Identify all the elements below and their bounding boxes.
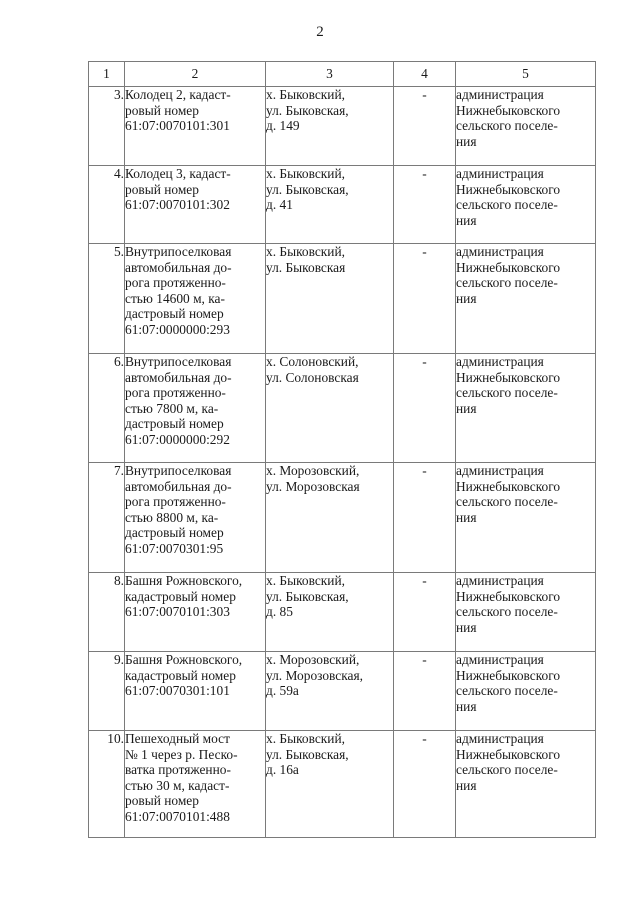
object-address-line: ул. Солоновская bbox=[266, 369, 359, 385]
object-name-line: стью 8800 м, ка- bbox=[125, 509, 219, 525]
object-address-line: ул. Быковская, bbox=[266, 102, 349, 118]
object-name-line: рога протяженно- bbox=[125, 275, 226, 291]
col4-value-text: - bbox=[422, 244, 427, 259]
object-address-line: ул. Быковская bbox=[266, 259, 346, 275]
table-row bbox=[89, 463, 596, 573]
col4-value bbox=[394, 731, 456, 838]
object-name-line: ватка протяженно- bbox=[125, 762, 231, 778]
object-owner-line: ния bbox=[456, 290, 477, 306]
row-number bbox=[89, 166, 125, 244]
row-number-text: 6. bbox=[113, 354, 124, 369]
object-address-line: х. Солоновский, bbox=[266, 354, 359, 369]
object-address bbox=[266, 731, 394, 838]
object-owner-line: ния bbox=[456, 212, 477, 228]
col4-value-text: - bbox=[422, 87, 427, 102]
object-owner-line: Нижнебыковского bbox=[456, 478, 561, 494]
header-cell-3: 3 bbox=[266, 62, 394, 87]
object-address-line: ул. Морозовская, bbox=[266, 667, 363, 683]
object-address bbox=[266, 244, 394, 354]
table-row bbox=[89, 244, 596, 354]
col4-value-text: - bbox=[422, 731, 427, 746]
object-owner-line: ния bbox=[456, 619, 477, 635]
table-body bbox=[89, 87, 596, 838]
object-address bbox=[266, 166, 394, 244]
header-cell-2: 2 bbox=[125, 62, 266, 87]
table-row bbox=[89, 87, 596, 166]
table-row bbox=[89, 166, 596, 244]
object-owner-line: Нижнебыковского bbox=[456, 746, 561, 762]
object-name-line: 61:07:0070101:302 bbox=[125, 197, 230, 213]
object-address-line: ул. Быковская, bbox=[266, 181, 349, 197]
object-owner-line: Нижнебыковского bbox=[456, 369, 561, 385]
object-name-line: рога протяженно- bbox=[125, 494, 226, 510]
object-name-line: Башня Рожновского, bbox=[125, 652, 243, 667]
col4-value bbox=[394, 573, 456, 652]
object-owner-line: Нижнебыковского bbox=[456, 667, 561, 683]
object-name-line: 61:07:0070301:101 bbox=[125, 683, 230, 699]
object-owner-line: сельского поселе- bbox=[456, 494, 558, 510]
object-name bbox=[125, 573, 266, 652]
row-number-text: 10. bbox=[107, 731, 124, 746]
object-address bbox=[266, 87, 394, 166]
object-owner-line: сельского поселе- bbox=[456, 385, 558, 401]
col4-value bbox=[394, 87, 456, 166]
object-owner-line: ния bbox=[456, 509, 477, 525]
object-name bbox=[125, 354, 266, 463]
object-address-line: д. 149 bbox=[266, 118, 300, 134]
row-number-text: 9. bbox=[113, 652, 124, 667]
object-name bbox=[125, 652, 266, 731]
object-name-line: стью 7800 м, ка- bbox=[125, 400, 219, 416]
object-name-line: автомобильная до- bbox=[125, 369, 232, 385]
object-owner bbox=[456, 244, 596, 354]
object-owner-line: администрация bbox=[456, 652, 544, 667]
object-owner-line: сельского поселе- bbox=[456, 683, 558, 699]
object-address-line: д. 16а bbox=[266, 762, 299, 778]
object-name-line: ровый номер bbox=[125, 181, 199, 197]
object-name-line: стью 30 м, кадаст- bbox=[125, 777, 230, 793]
object-owner-line: сельского поселе- bbox=[456, 118, 558, 134]
object-owner-line: администрация bbox=[456, 244, 544, 259]
col4-value bbox=[394, 463, 456, 573]
row-number bbox=[89, 463, 125, 573]
object-name bbox=[125, 731, 266, 838]
object-owner-line: ния bbox=[456, 698, 477, 714]
object-name-line: 61:07:0070301:95 bbox=[125, 540, 224, 556]
object-owner-line: ния bbox=[456, 400, 477, 416]
object-name-line: кадастровый номер bbox=[125, 667, 236, 683]
object-address-line: х. Морозовский, bbox=[266, 652, 360, 667]
object-address-line: х. Быковский, bbox=[266, 87, 345, 102]
object-address-line: д. 85 bbox=[266, 604, 293, 620]
object-name-line: № 1 через р. Песко- bbox=[125, 746, 238, 762]
object-address bbox=[266, 652, 394, 731]
object-name-line: 61:07:0070101:488 bbox=[125, 808, 230, 824]
object-owner-line: Нижнебыковского bbox=[456, 181, 561, 197]
object-owner bbox=[456, 573, 596, 652]
object-name bbox=[125, 463, 266, 573]
object-name-line: рога протяженно- bbox=[125, 385, 226, 401]
object-owner-line: сельского поселе- bbox=[456, 197, 558, 213]
row-number-text: 3. bbox=[113, 87, 124, 102]
object-owner-line: администрация bbox=[456, 731, 544, 746]
row-number bbox=[89, 731, 125, 838]
table-row bbox=[89, 652, 596, 731]
object-address-line: ул. Быковская, bbox=[266, 746, 349, 762]
row-number bbox=[89, 244, 125, 354]
object-owner-line: администрация bbox=[456, 87, 544, 102]
object-name-line: дастровый номер bbox=[125, 306, 224, 322]
object-owner-line: администрация bbox=[456, 573, 544, 588]
row-number bbox=[89, 354, 125, 463]
header-cell-5: 5 bbox=[456, 62, 596, 87]
row-number-text: 8. bbox=[113, 573, 124, 588]
col4-value-text: - bbox=[422, 354, 427, 369]
row-number bbox=[89, 652, 125, 731]
object-owner-line: ния bbox=[456, 133, 477, 149]
object-owner-line: Нижнебыковского bbox=[456, 588, 561, 604]
object-name-line: автомобильная до- bbox=[125, 478, 232, 494]
object-address-line: ул. Морозовская bbox=[266, 478, 360, 494]
object-address-line: х. Быковский, bbox=[266, 573, 345, 588]
object-owner-line: администрация bbox=[456, 166, 544, 181]
object-owner bbox=[456, 731, 596, 838]
object-name-line: Внутрипоселковая bbox=[125, 244, 232, 259]
col4-value-text: - bbox=[422, 573, 427, 588]
header-cell-4: 4 bbox=[394, 62, 456, 87]
object-address-line: д. 59а bbox=[266, 683, 299, 699]
row-number bbox=[89, 573, 125, 652]
object-owner-line: ния bbox=[456, 777, 477, 793]
col4-value bbox=[394, 652, 456, 731]
object-owner-line: администрация bbox=[456, 354, 544, 369]
object-owner-line: сельского поселе- bbox=[456, 275, 558, 291]
object-name-line: 61:07:0070101:303 bbox=[125, 604, 230, 620]
row-number bbox=[89, 87, 125, 166]
table-row bbox=[89, 731, 596, 838]
col4-value bbox=[394, 166, 456, 244]
object-address bbox=[266, 354, 394, 463]
col4-value bbox=[394, 354, 456, 463]
object-name bbox=[125, 87, 266, 166]
row-number-text: 5. bbox=[113, 244, 124, 259]
table-row bbox=[89, 354, 596, 463]
object-owner-line: Нижнебыковского bbox=[456, 259, 561, 275]
object-name-line: Башня Рожновского, bbox=[125, 573, 243, 588]
object-name-line: 61:07:0000000:293 bbox=[125, 321, 230, 337]
object-name-line: ровый номер bbox=[125, 102, 199, 118]
object-address bbox=[266, 573, 394, 652]
object-address-line: х. Быковский, bbox=[266, 731, 345, 746]
property-table bbox=[88, 61, 596, 838]
object-owner bbox=[456, 354, 596, 463]
object-address-line: д. 41 bbox=[266, 197, 293, 213]
object-address bbox=[266, 463, 394, 573]
object-name-line: ровый номер bbox=[125, 793, 199, 809]
table-header-row bbox=[89, 62, 596, 87]
object-owner bbox=[456, 87, 596, 166]
object-name-line: Внутрипоселковая bbox=[125, 463, 232, 478]
row-number-text: 7. bbox=[113, 463, 124, 478]
row-number-text: 4. bbox=[113, 166, 124, 181]
object-name-line: Внутрипоселковая bbox=[125, 354, 232, 369]
object-name-line: Колодец 2, кадаст- bbox=[125, 87, 231, 102]
table-row bbox=[89, 573, 596, 652]
object-name-line: Пешеходный мост bbox=[125, 731, 230, 746]
object-address-line: х. Быковский, bbox=[266, 166, 345, 181]
col4-value-text: - bbox=[422, 463, 427, 478]
object-owner bbox=[456, 652, 596, 731]
object-owner-line: администрация bbox=[456, 463, 544, 478]
col4-value-text: - bbox=[422, 166, 427, 181]
object-name-line: дастровый номер bbox=[125, 416, 224, 432]
object-name bbox=[125, 166, 266, 244]
object-name-line: 61:07:0070101:301 bbox=[125, 118, 230, 134]
object-owner-line: сельского поселе- bbox=[456, 762, 558, 778]
object-address-line: х. Быковский, bbox=[266, 244, 345, 259]
object-name bbox=[125, 244, 266, 354]
col4-value bbox=[394, 244, 456, 354]
object-name-line: кадастровый номер bbox=[125, 588, 236, 604]
object-owner-line: Нижнебыковского bbox=[456, 102, 561, 118]
object-name-line: 61:07:0000000:292 bbox=[125, 431, 230, 447]
col4-value-text: - bbox=[422, 652, 427, 667]
object-address-line: х. Морозовский, bbox=[266, 463, 360, 478]
object-name-line: дастровый номер bbox=[125, 525, 224, 541]
object-name-line: Колодец 3, кадаст- bbox=[125, 166, 231, 181]
object-address-line: ул. Быковская, bbox=[266, 588, 349, 604]
object-owner-line: сельского поселе- bbox=[456, 604, 558, 620]
header-cell-1: 1 bbox=[89, 62, 125, 87]
object-owner bbox=[456, 463, 596, 573]
object-name-line: автомобильная до- bbox=[125, 259, 232, 275]
object-owner bbox=[456, 166, 596, 244]
page-number: 2 bbox=[316, 24, 324, 40]
object-name-line: стью 14600 м, ка- bbox=[125, 290, 225, 306]
